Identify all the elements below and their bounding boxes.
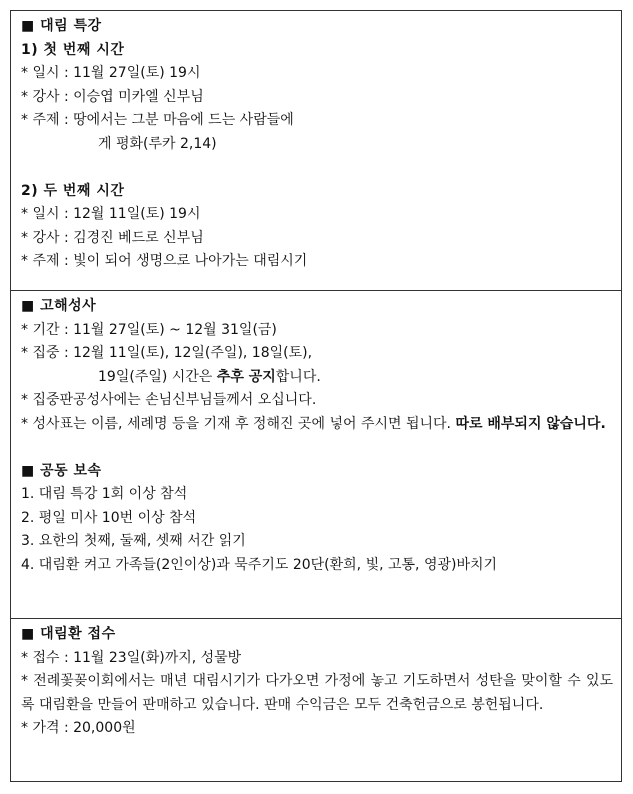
focus-cont-tail: 합니다. [275, 368, 321, 385]
section-title-confession: ■ 고해성사 [21, 298, 97, 314]
announcement-document [10, 10, 622, 782]
first-session-topic-continued: 게 평화(루카 2,14) [98, 135, 217, 152]
spacer [21, 156, 613, 180]
focus-cont-emphasis: 추후 공지 [216, 368, 276, 385]
second-session-heading: 2) 두 번째 시간 [21, 182, 125, 199]
confession-period: * 기간 : 11월 27일(토) ~ 12월 31일(금) [21, 321, 277, 338]
joint-penance-item: 1. 대림 특강 1회 이상 참석 [21, 486, 188, 502]
section-title-advent-wreath: ■ 대림환 접수 [21, 626, 116, 642]
confession-focus: * 집중 : 12월 11일(토), 12일(주일), 18일(토), [21, 345, 313, 361]
section-title-advent-lecture: ■ 대림 특강 [21, 18, 102, 34]
card-note-text: * 성사표는 이름, 세례명 등을 기재 후 정해진 곳에 넣어 주시면 됩니다. [21, 415, 456, 432]
wreath-price: * 가격 : 20,000원 [21, 720, 136, 736]
focus-cont-text: 19일(주일) 시간은 [98, 368, 217, 385]
first-session-topic: * 주제 : 땅에서는 그분 마음에 드는 사람들에 [21, 112, 294, 128]
wreath-deadline: * 접수 : 11월 23일(화)까지, 성물방 [21, 649, 242, 666]
confession-card-note [21, 413, 613, 437]
card-note-emphasis: 따로 배부되지 않습니다. [455, 415, 606, 432]
joint-penance-item: 3. 요한의 첫째, 둘째, 셋째 서간 읽기 [21, 533, 246, 549]
joint-penance-item: 2. 평일 미사 10번 이상 참석 [21, 509, 197, 526]
first-session-heading: 1) 첫 번째 시간 [21, 41, 125, 58]
wreath-description: * 전례꽃꽂이회에서는 매년 대림시기가 다가오면 가정에 놓고 기도하면서 성탄을 맞이할 수 있도록 대림환을 만들어 판매하고 있습니다. 판매 수익금은 모두 건축헌금으로 봉헌됩니다. [21, 673, 613, 713]
second-session-date: * 일시 : 12월 11일(토) 19시 [21, 206, 201, 222]
guest-priests-note: * 집중판공성사에는 손님신부님들께서 오십니다. [21, 392, 317, 408]
second-session-lecturer: * 강사 : 김경진 베드로 신부님 [21, 229, 204, 246]
joint-penance-item: 4. 대림환 켜고 가족들(2인이상)과 묵주기도 20단(환희, 빛, 고통, 영광)바치기 [21, 556, 498, 573]
advent-lecture-section [10, 10, 622, 290]
confession-focus-continued [21, 366, 613, 390]
first-session-lecturer: * 강사 : 이승엽 미카엘 신부님 [21, 88, 204, 105]
second-session-topic: * 주제 : 빛이 되어 생명으로 나아가는 대림시기 [21, 253, 308, 269]
confession-section [10, 290, 622, 618]
spacer [21, 436, 613, 460]
advent-wreath-section [10, 618, 622, 782]
section-title-joint-penance: ■ 공동 보속 [21, 462, 102, 479]
first-session-date: * 일시 : 11월 27일(토) 19시 [21, 65, 201, 81]
